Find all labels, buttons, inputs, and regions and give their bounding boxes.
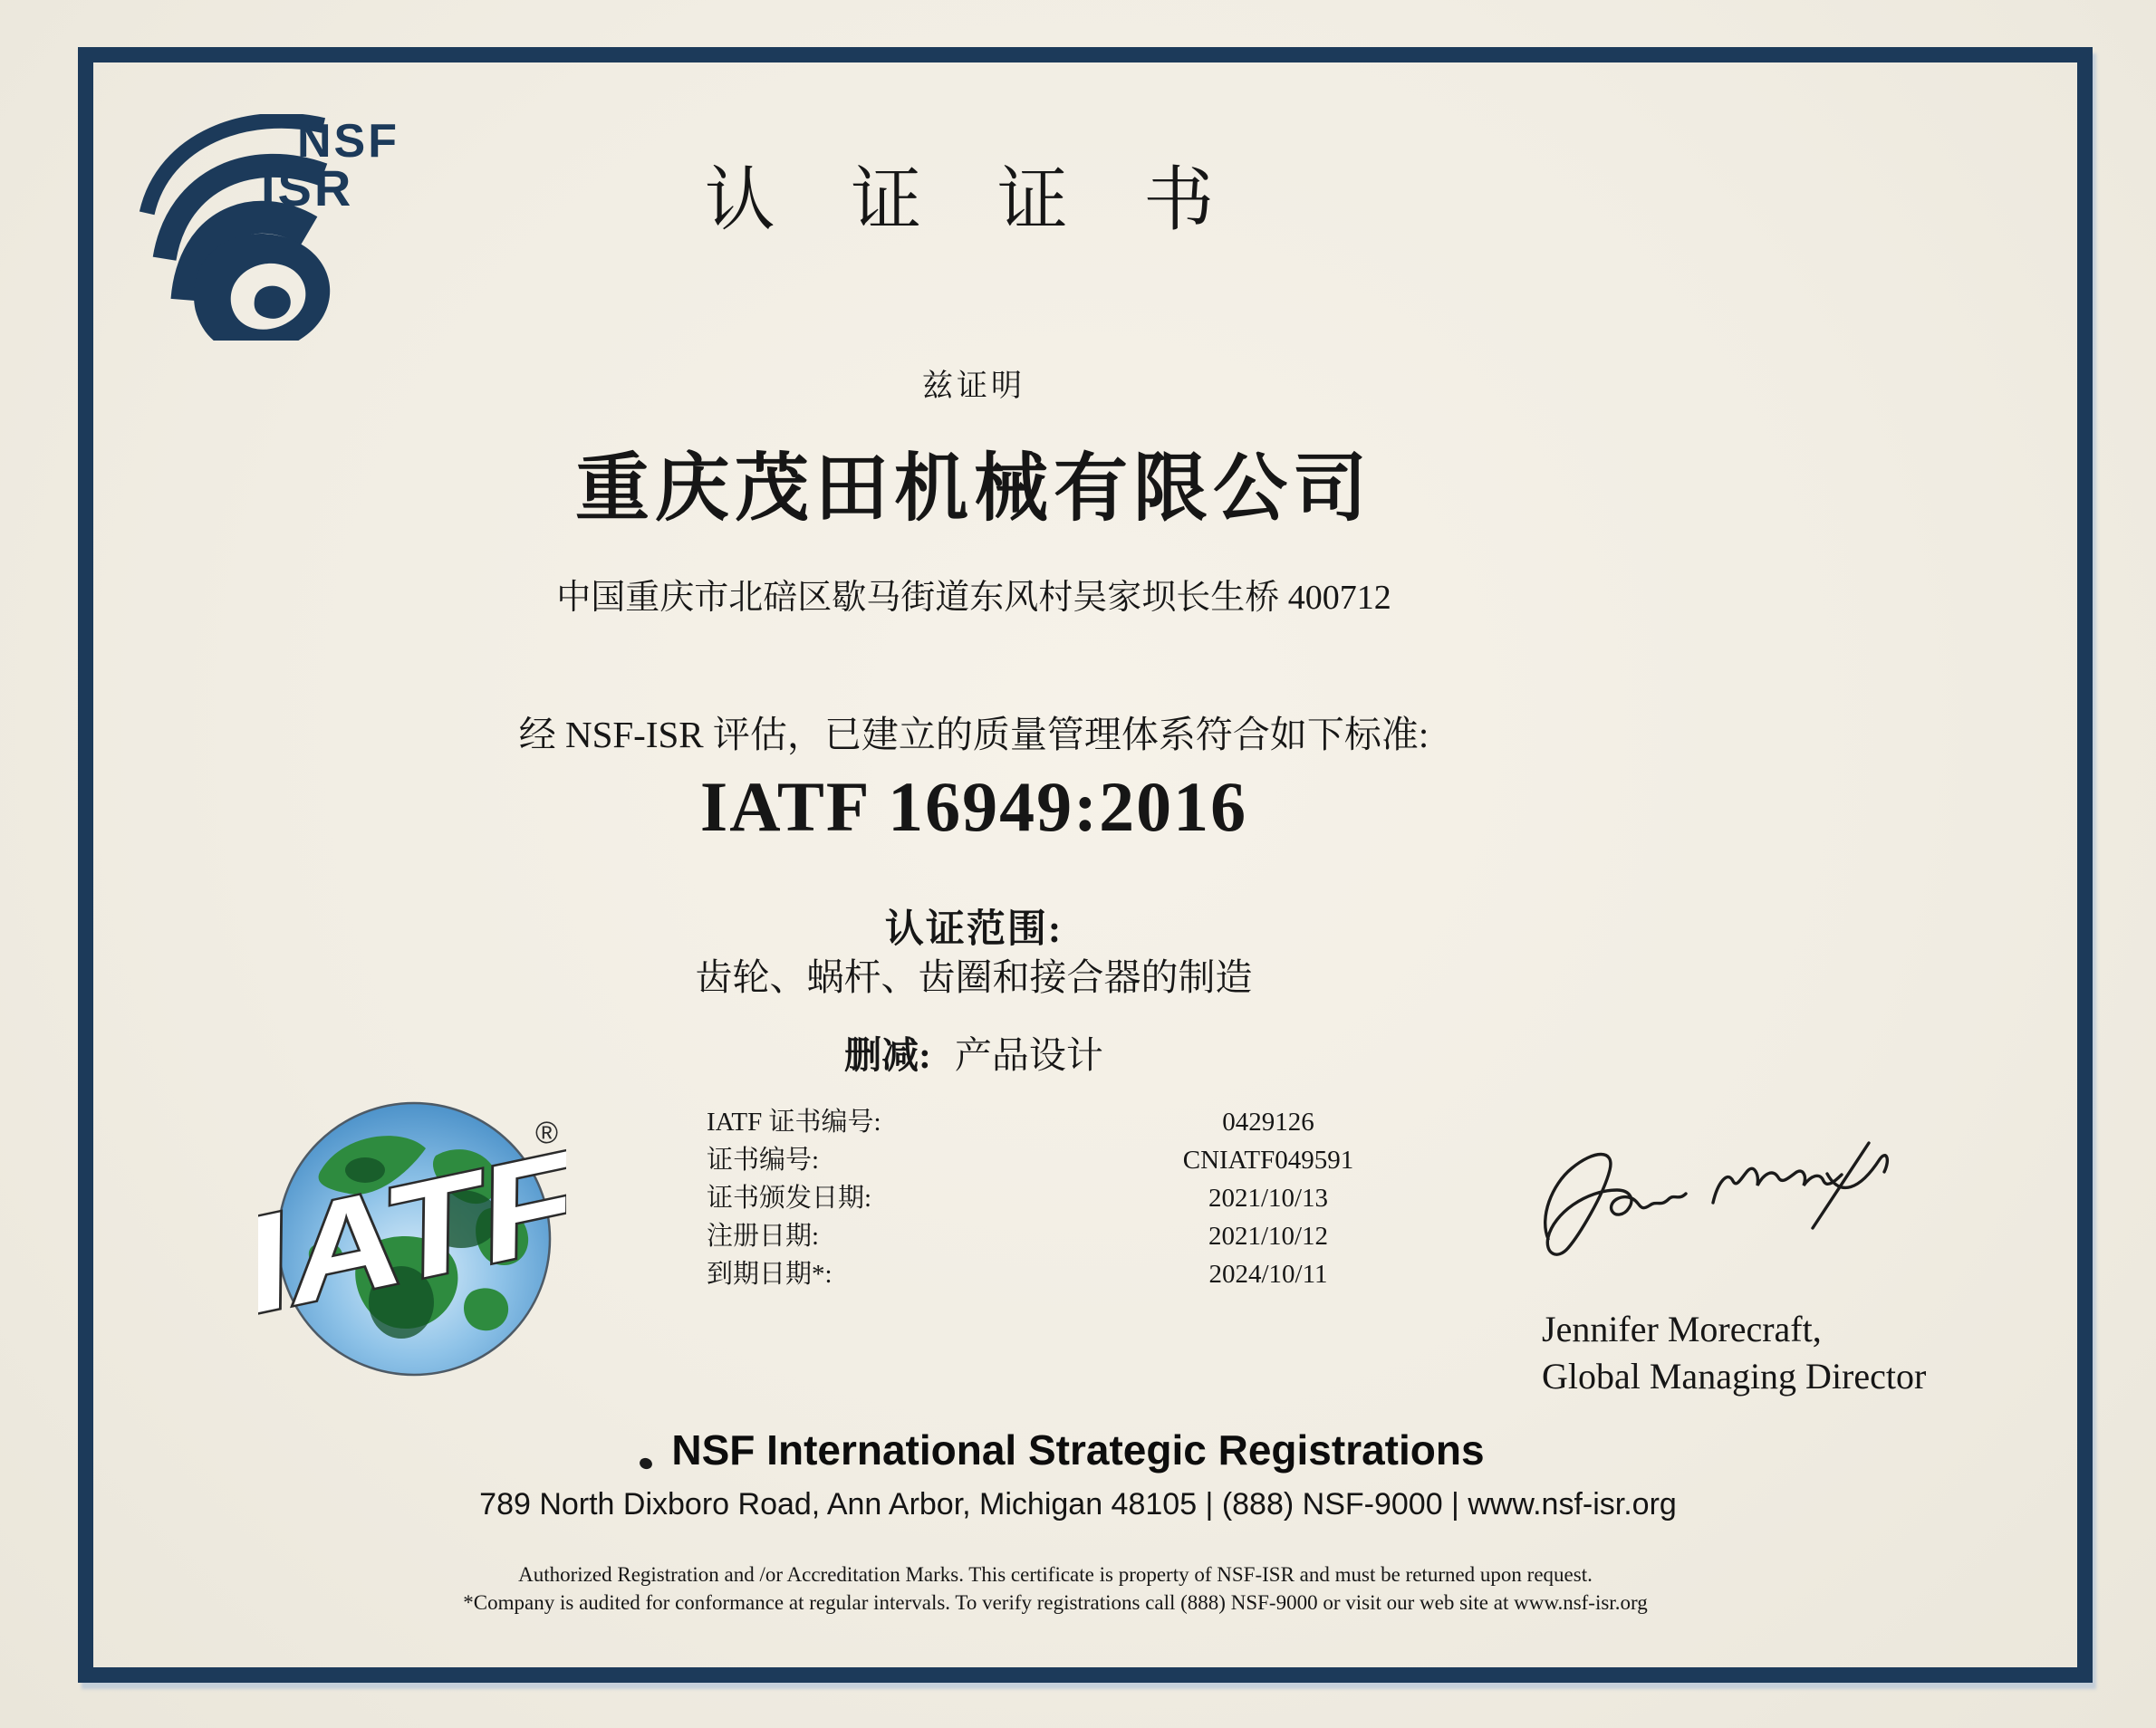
detail-row-iatf-number	[707, 1103, 1522, 1141]
signature-icon	[1535, 1134, 1898, 1279]
signatory-title: Global Managing Director	[1542, 1356, 1927, 1397]
detail-row-expiry-date	[707, 1255, 1522, 1293]
exclusion-label: 删减:	[844, 1034, 931, 1076]
signatory-name: Jennifer Morecraft,	[1542, 1309, 1822, 1349]
svg-text:IATF: IATF	[258, 1132, 546, 1342]
company-name: 重庆茂田机械有限公司	[574, 447, 1372, 530]
detail-value: CNIATF049591	[1182, 1146, 1354, 1175]
certify-label: 兹证明	[922, 370, 1025, 403]
detail-label: IATF 证书编号:	[707, 1108, 881, 1137]
detail-label: 证书颁发日期:	[707, 1184, 872, 1213]
issuer-name: NSF International Strategic Registrations	[671, 1426, 1485, 1474]
nsf-logo-text-nsf: NSF	[297, 115, 399, 168]
registered-mark: ®	[535, 1116, 559, 1150]
exclusion-text: 产品设计	[954, 1034, 1103, 1076]
fine-print-line1: Authorized Registration and /or Accreditation Marks. This certificate is property of NSF-ISR and must be returned upon request.	[518, 1563, 1593, 1586]
iatf-globe-logo	[258, 1083, 566, 1391]
detail-value: 2021/10/13	[1208, 1184, 1329, 1213]
certificate-title: 认 证 证 书	[704, 160, 1244, 239]
issuer-address: 789 North Dixboro Road, Ann Arbor, Michigan 48105 | (888) NSF-9000 | www.nsf-isr.org	[479, 1487, 1677, 1522]
company-address: 中国重庆市北碚区歇马街道东风村吴家坝长生桥 400712	[556, 579, 1391, 617]
detail-value: 2021/10/12	[1208, 1222, 1329, 1251]
iatf-globe-icon	[258, 1083, 566, 1391]
detail-row-registration-date	[707, 1217, 1522, 1255]
detail-value: 2024/10/11	[1208, 1260, 1328, 1289]
certificate-details	[707, 1103, 1522, 1293]
detail-row-issue-date	[707, 1179, 1522, 1217]
detail-label: 到期日期*:	[707, 1260, 833, 1289]
detail-value: 0429126	[1222, 1108, 1314, 1137]
assessment-statement: 经 NSF-ISR 评估，已建立的质量管理体系符合如下标准:	[518, 714, 1429, 755]
standard-name: IATF 16949:2016	[699, 767, 1248, 846]
detail-row-cert-number	[707, 1141, 1522, 1179]
detail-label: 证书编号:	[707, 1146, 820, 1175]
nsf-logo-text-isr: ISR	[261, 159, 354, 216]
exclusion-line	[0, 1025, 1948, 1079]
detail-label: 注册日期:	[707, 1222, 820, 1251]
scope-label: 认证范围:	[884, 908, 1064, 951]
fine-print-line2: *Company is audited for conformance at regular intervals. To verify registrations call (888) NSF-9000 or visit our web site at www.nsf-isr.org	[463, 1591, 1648, 1614]
scope-text: 齿轮、蜗杆、齿圈和接合器的制造	[695, 956, 1253, 998]
